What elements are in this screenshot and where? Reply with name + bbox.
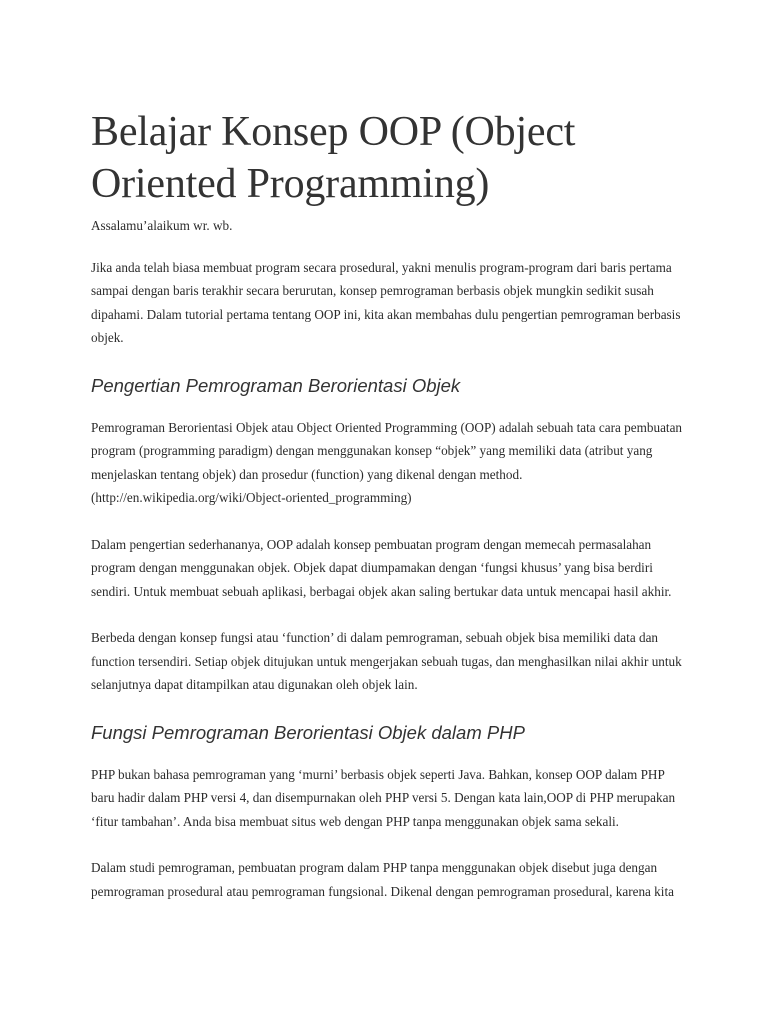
greeting: Assalamu’alaikum wr. wb. bbox=[91, 218, 233, 233]
article bbox=[91, 106, 691, 926]
paragraph-object-vs-function: Berbeda dengan konsep fungsi atau ‘function’ di dalam pemrograman, sebuah objek bisa memiliki data dan function tersendiri. Setiap objek ditujukan untuk mengerjakan sebuah tugas, dan menghasilkan nilai akhir untuk selanjutnya dapat ditampilkan atau digunakan oleh objek lain. bbox=[91, 630, 682, 692]
intro-paragraph: Jika anda telah biasa membuat program secara prosedural, yakni menulis program-program dari baris pertama sampai dengan baris terakhir secara berurutan, konsep pemrograman berbasis objek mungkin sedikit susah dipahami. Dalam tutorial pertama tentang OOP ini, kita akan membahas dulu pengertian pemrograman berbasis objek. bbox=[91, 259, 681, 345]
paragraph-procedural: Dalam studi pemrograman, pembuatan program dalam PHP tanpa menggunakan objek disebut juga dengan pemrograman prosedural atau pemrograman fungsional. Dikenal dengan pemrograman prosedural, karena kita bbox=[91, 860, 674, 899]
paragraph-php-oop: PHP bukan bahasa pemrograman yang ‘murni’ berbasis objek seperti Java. Bahkan, konsep OOP dalam PHP baru hadir dalam PHP versi 4, dan disempurnakan oleh PHP versi 5. Dengan kata lain,OOP di PHP merupakan ‘fitur tambahan’. Anda bisa membuat situs web dengan PHP tanpa menggunakan objek sama sekali. bbox=[91, 766, 676, 829]
section-heading-fungsi-php: Fungsi Pemrograman Berorientasi Objek dalam PHP bbox=[91, 721, 525, 743]
article-title: Belajar Konsep OOP (Object Oriented Programming) bbox=[91, 109, 576, 207]
section-heading-pengertian: Pengertian Pemrograman Berorientasi Objek bbox=[91, 374, 461, 396]
paragraph-simple-definition: Dalam pengertian sederhananya, OOP adalah konsep pembuatan program dengan memecah permasalahan program dengan menggunakan objek. Objek dapat diumpamakan dengan ‘fungsi khusus’ yang bisa berdiri sendiri. Untuk membuat sebuah aplikasi, berbagai objek akan saling bertukar data untuk mencapai hasil akhir. bbox=[91, 536, 672, 599]
paragraph-definition: Pemrograman Berorientasi Objek atau Object Oriented Programming (OOP) adalah sebuah tata cara pembuatan program (programming paradigm) dengan menggunakan konsep “objek” yang memiliki data (atribut yang menjelaskan tentang objek) dan prosedur (function) yang dikenal dengan method. (http://en.wikipedia.org/wiki/Object-oriented_programming) bbox=[91, 419, 683, 505]
